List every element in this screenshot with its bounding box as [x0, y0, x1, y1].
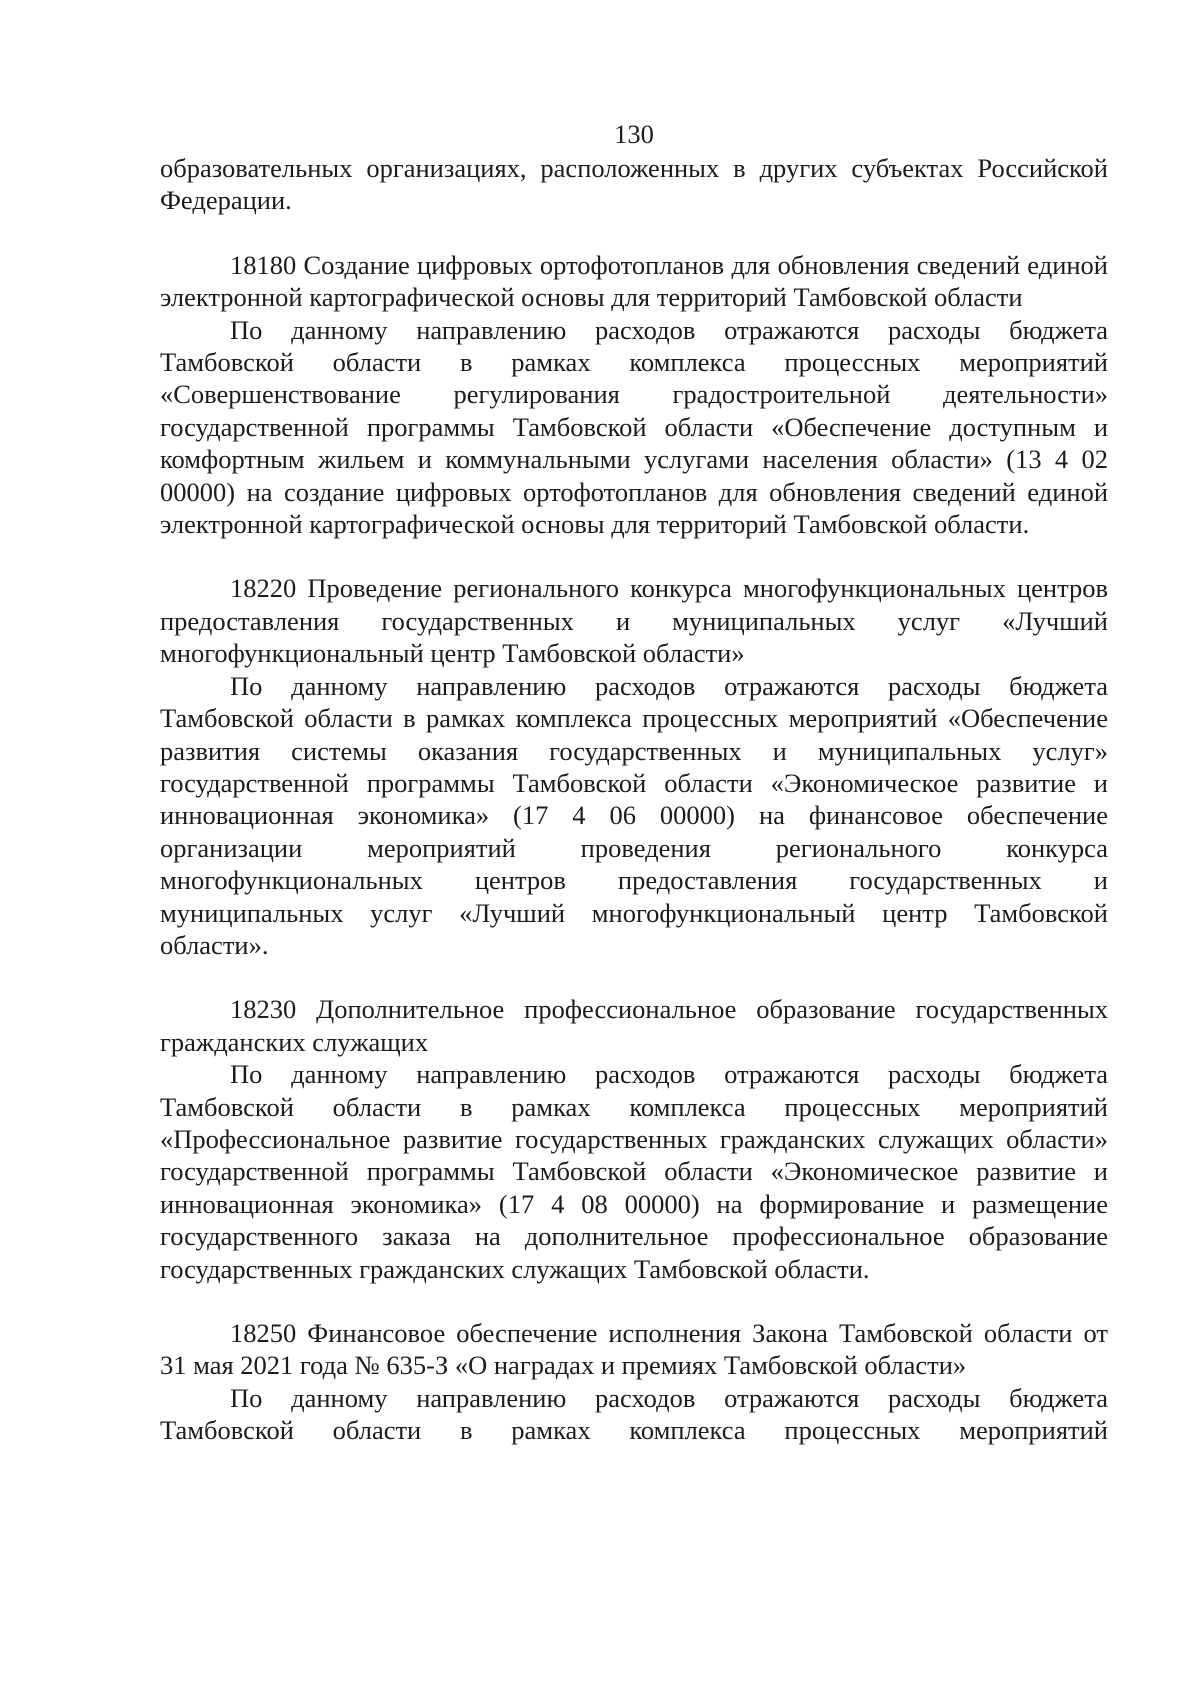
- section-heading: 18250 Финансовое обеспечение исполнения Закона Тамбовской области от 31 мая 2021 года № 635-З «О наградах и премиях Тамбовской области»: [160, 1318, 1108, 1381]
- section-body: По данному направлению расходов отражаются расходы бюджета Тамбовской области в рамках комплекса процессных мероприятий «Обеспечение развития системы оказания государственных и муниципальных услуг» государственной программы Тамбовской области «Экономическое развитие и инновационная экономика» (17 4 06 00000) на финансовое обеспечение организации мероприятий проведения регионального конкурса многофункциональных центров предоставления государственных и муниципальных услуг «Лучший многофункциональный центр Тамбовской области».: [160, 670, 1108, 960]
- section-18230: [160, 993, 1108, 1285]
- section-body: По данному направлению расходов отражаются расходы бюджета Тамбовской области в рамках комплекса процессных мероприятий: [160, 1382, 1108, 1446]
- document-page: [160, 118, 1108, 1447]
- page-number: 130: [614, 119, 654, 149]
- section-body: По данному направлению расходов отражаются расходы бюджета Тамбовской области в рамках комплекса процессных мероприятий «Совершенствование регулирования градостроительной деятельности» государственной программы Тамбовской области «Обеспечение доступным и комфортным жильем и коммунальными услугами населения области» (13 4 02 00000) на создание цифровых ортофотопланов для обновления сведений единой электронной картографической основы для территорий Тамбовской области.: [160, 314, 1108, 540]
- section-heading: 18180 Создание цифровых ортофотопланов для обновления сведений единой электронной картографической основы для территорий Тамбовской области: [160, 249, 1108, 313]
- section-body: По данному направлению расходов отражаются расходы бюджета Тамбовской области в рамках комплекса процессных мероприятий «Профессиональное развитие государственных гражданских служащих области» государственной программы Тамбовской области «Экономическое развитие и инновационная экономика» (17 4 08 00000) на формирование и размещение государственного заказа на дополнительное профессиональное образование государственных гражданских служащих Тамбовской области.: [160, 1059, 1108, 1284]
- section-18180: [160, 249, 1108, 541]
- section-18220: [160, 572, 1108, 961]
- section-heading: 18230 Дополнительное профессиональное образование государственных гражданских служащих: [160, 994, 1108, 1057]
- continuation-paragraph: образовательных организациях, расположенных в других субъектах Российской Федерации.: [160, 153, 1108, 216]
- section-heading: 18220 Проведение регионального конкурса многофункциональных центров предоставления государственных и муниципальных услуг «Лучший многофункциональный центр Тамбовской области»: [160, 573, 1108, 669]
- section-18250: [160, 1317, 1108, 1447]
